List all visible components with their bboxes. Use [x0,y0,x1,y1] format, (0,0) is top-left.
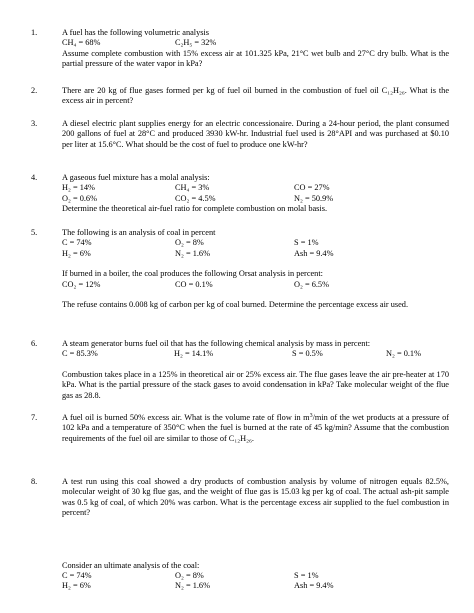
problem-6 [31,339,449,401]
problem-text: A gaseous fuel mixture has a molal analysis: [62,173,210,182]
analysis-row [62,249,449,259]
analysis-cell: CO₂ = 12% [62,279,101,289]
analysis-cell: H₂ = 6% [62,581,91,591]
problem-text: A fuel has the following volumetric analysis [62,28,210,37]
problem-7 [31,413,449,444]
analysis-cell: H₂ = 14% [62,183,95,193]
analysis-cell: O₂ = 8% [175,238,204,248]
analysis-cell: C = 74% [62,238,92,248]
analysis-cell: CO₂ = 4.5% [175,193,216,203]
problem-1 [31,28,449,70]
problem-text: The following is an analysis of coal in percent [62,228,216,237]
problem-text: Assume complete combustion with 15% excess air at 101.325 kPa, 21°C wet bulb and 27°C dry bulb. What is the partial pressure of the water vapor in kPa? [62,48,449,69]
problem-text: If burned in a boiler, the coal produces the following Orsat analysis in percent: [62,269,323,279]
problem-text: A test run using this coal showed a dry products of combustion analysis by volume of nitrogen equals 82.5%, molecular weight of 30 kg flue gas, and the weight of flue gas is 15.03 kg per kg of coal. The actual ash-pit sample was 0.5 kg of coal, of which 20% was carbon. What is the percentage excess air supplied to the fuel combustion in percent? [62,477,449,518]
analysis-cell: N₂ = 1.6% [175,248,210,258]
analysis-cell: CH₄ = 68% [62,38,101,48]
problem-number: 4. [31,173,38,182]
analysis-row [62,38,449,48]
problem-text: A fuel oil is burned 50% excess air. What is the volume rate of flow in $m^3/\min$ of the wet products at a pressure of 102 kPa and a temperature of 350°C when the fuel is burned at the rate of 45 kg/min? Assume that the combustion requirements of the fuel oil are similar to those of C₁₂H₂₆. [62,413,449,443]
analysis-row [62,183,449,193]
problem-text: Combustion takes place in a 125% in theoretical air or 25% excess air. The flue gases leave the air pre-heater at 170 kPa. What is the partial pressure of the stack gases to avoid condensation in kPa? Take molecular weight of the flue gas as 28.8. [62,369,449,400]
analysis-cell: N₂ = 50.9% [294,193,334,203]
analysis-cell: CO = 27% [294,183,330,193]
analysis-cell: H₂ = 6% [62,248,91,258]
analysis-cell: S = 1% [294,571,319,581]
problem-number: 1. [31,28,38,37]
analysis-cell: C₂H₅ = 32% [175,38,217,48]
analysis-cell: N₂ = 0.1% [386,349,421,359]
analysis-cell: C = 85.3% [62,349,98,359]
problem-number: 5. [31,228,38,237]
analysis-cell: S = 1% [294,238,319,248]
problem-number: 3. [31,119,38,128]
problem-text: The refuse contains 0.008 kg of carbon per kg of coal burned. Determine the percentage excess air used. [62,300,409,310]
problem-3 [31,119,449,150]
problem-text: Determine the theoretical air-fuel ratio for complete combustion on molal basis. [62,204,328,214]
analysis-cell: H₂ = 14.1% [174,349,214,359]
analysis-cell: C = 74% [62,571,92,581]
problem-number: 2. [31,86,38,95]
analysis-cell: Ash = 9.4% [294,248,334,258]
analysis-cell: Ash = 9.4% [294,581,334,591]
problem-5 [31,228,449,310]
problem-number: 6. [31,339,38,348]
problem-text: A diesel electric plant supplies energy for an electric concessionaire. During a 24-hour period, the plant consumed 200 gallons of fuel at 28°C and produced 3930 kW-hr. Industrial fuel used is 28°API and was purchased at $0.10 per liter at 15.6°C. What should be the cost of fuel to produce one kW-hr? [62,119,449,149]
analysis-row [62,581,449,591]
analysis-cell: N₂ = 1.6% [175,581,210,591]
problem-number: 8. [31,477,38,486]
analysis-row [62,349,449,359]
analysis-cell: CO = 0.1% [175,279,213,289]
problem-2 [31,86,449,107]
problem-4 [31,173,449,215]
analysis-cell: S = 0.5% [292,349,323,359]
analysis-row [62,194,449,204]
analysis-row [62,571,449,581]
analysis-cell: O₂ = 0.6% [62,193,97,203]
problem-8 [31,477,449,592]
analysis-cell: CH₄ = 3% [175,183,210,193]
analysis-cell: O₂ = 6.5% [294,279,329,289]
analysis-cell: O₂ = 8% [175,571,204,581]
problem-text: There are 20 kg of flue gases formed per kg of fuel oil burned in the combustion of fuel oil C₁₂H₂₆. What is the excess air in percent? [62,86,449,106]
problem-text: Consider an ultimate analysis of the coal: [62,560,200,570]
problem-number: 7. [31,413,38,422]
problem-text: A steam generator burns fuel oil that has the following chemical analysis by mass in percent: [62,339,371,348]
analysis-row [62,280,449,290]
analysis-row [62,238,449,248]
